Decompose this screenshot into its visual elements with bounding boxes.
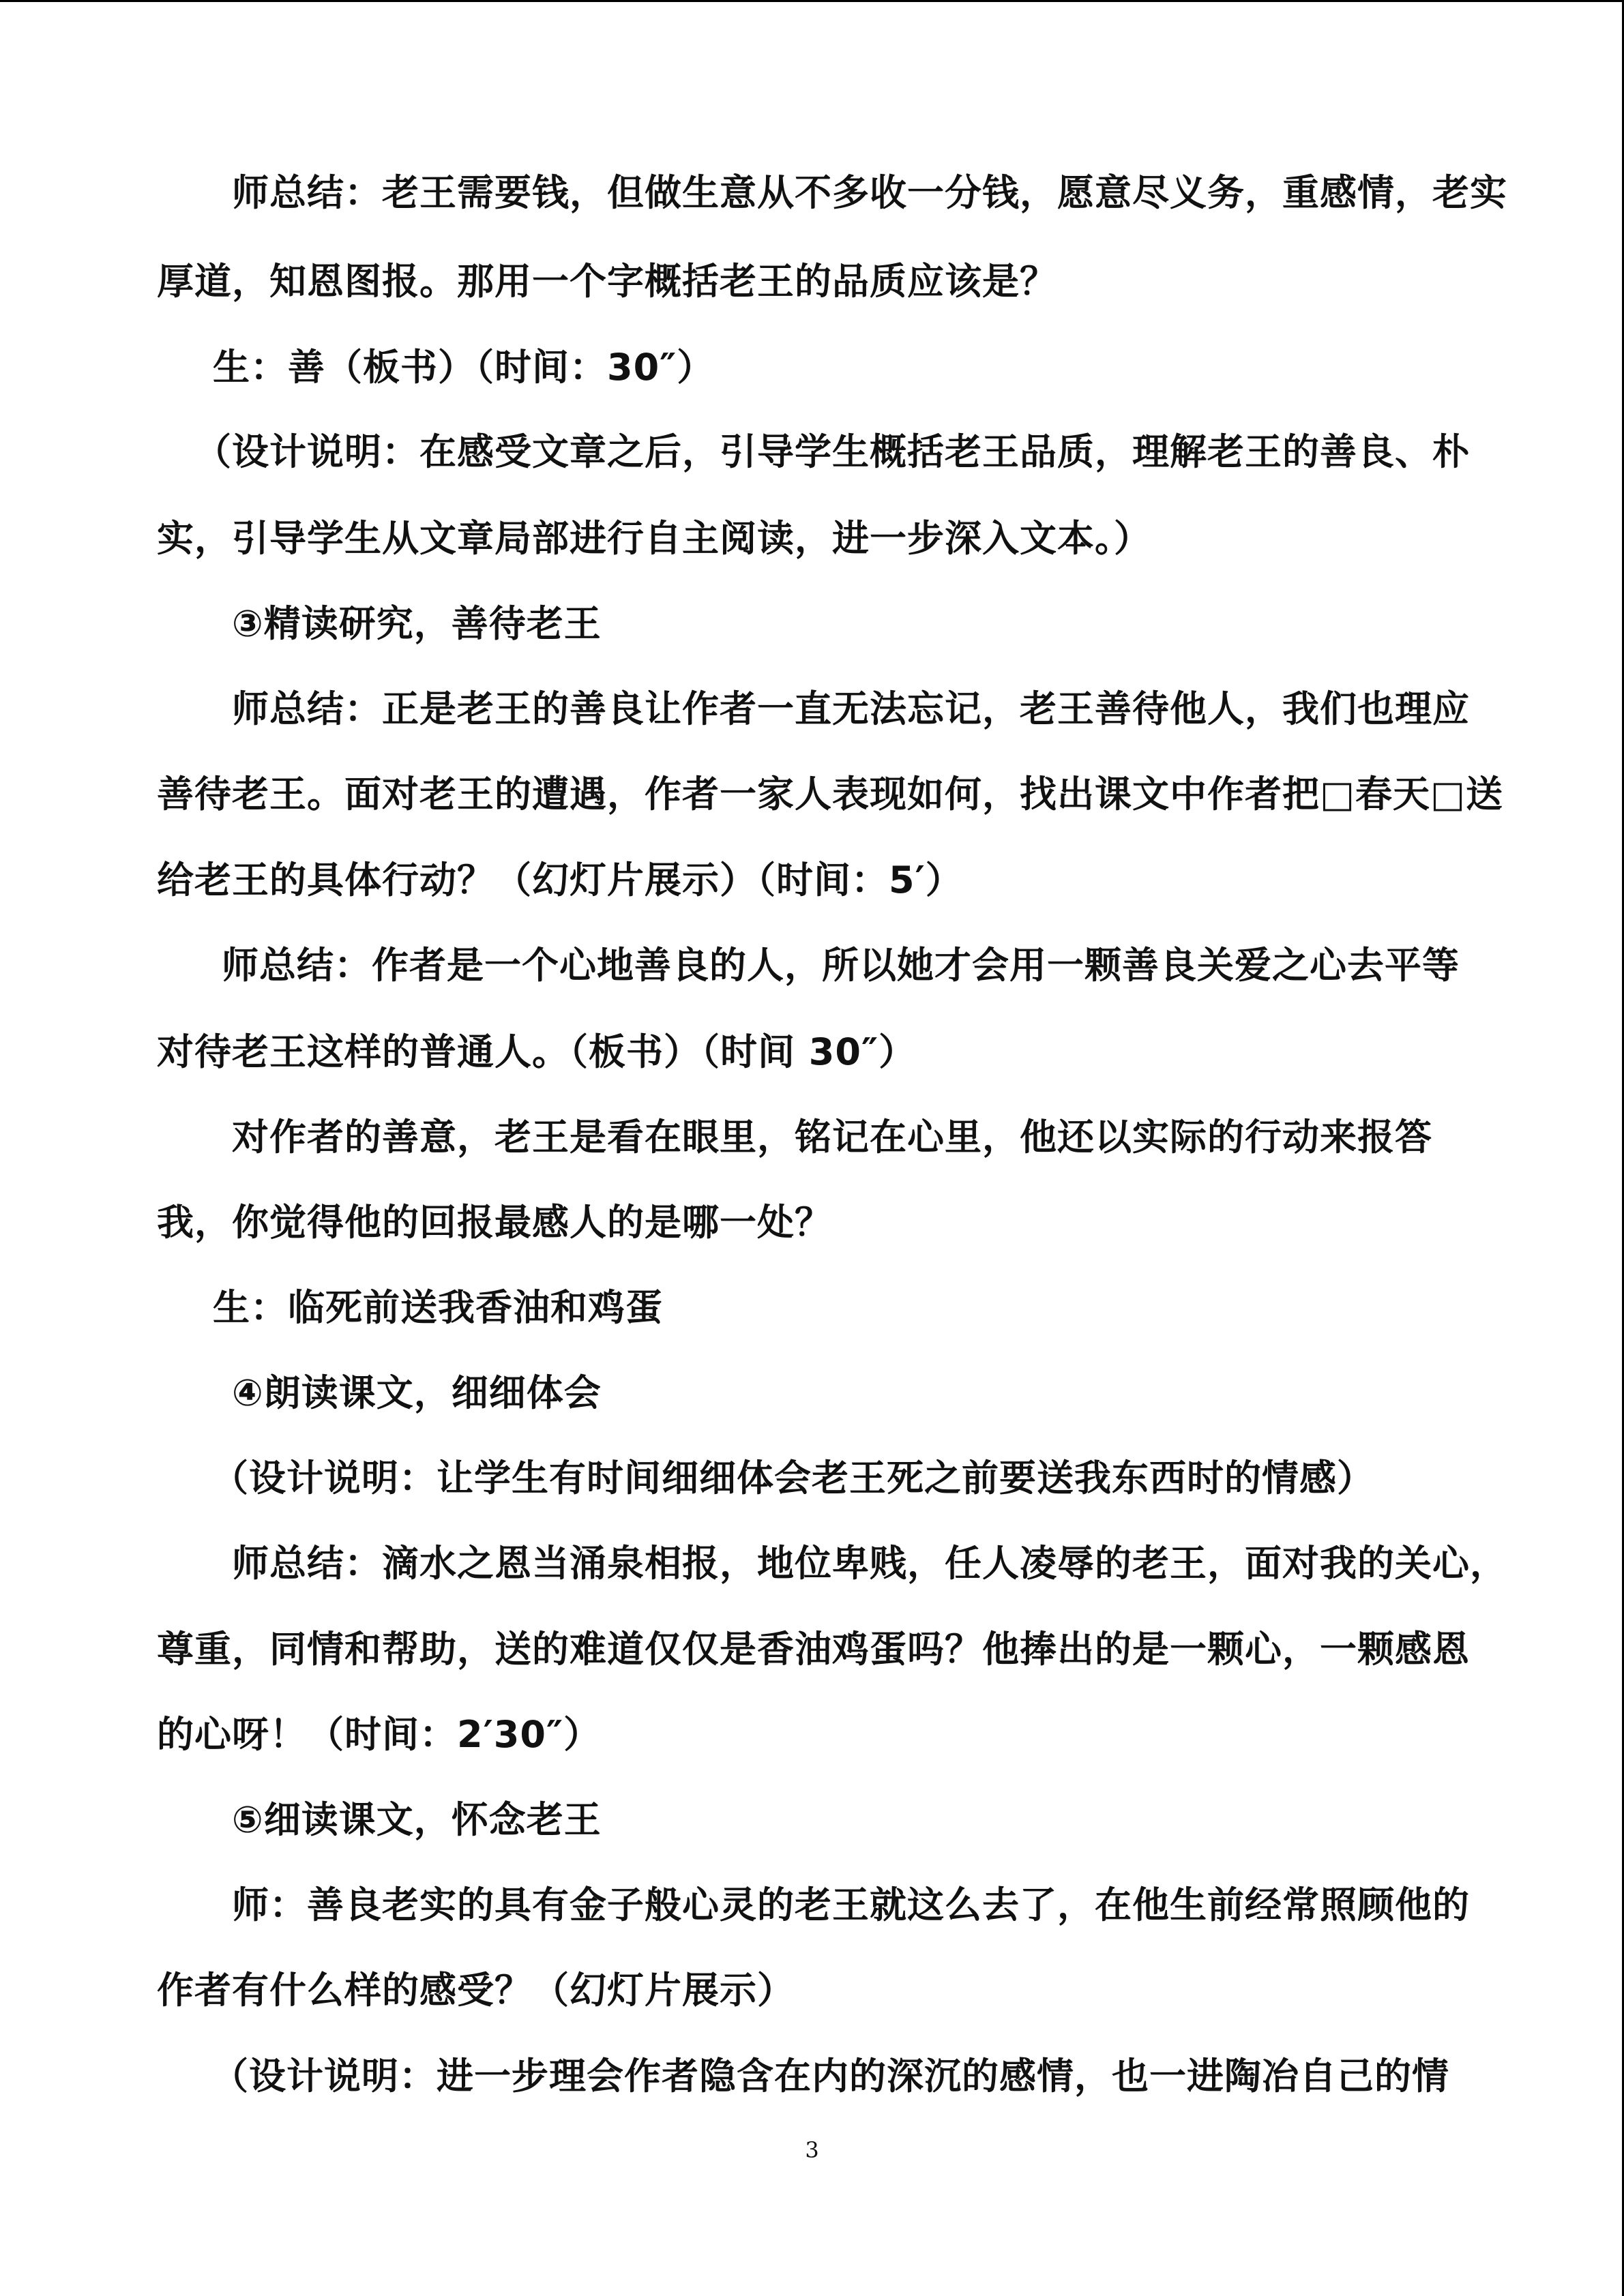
text-line: 对作者的善意，老王是看在眼里，铭记在心里，他还以实际的行动来报答 — [232, 1116, 1432, 1159]
text-line: 师总结：正是老王的善良让作者一直无法忘记，老王善待他人，我们也理应 — [232, 687, 1470, 730]
text-line: 给老王的具体行动？（幻灯片展示）（时间：5′） — [157, 859, 963, 901]
text-line: 师总结：滴水之恩当涌泉相报，地位卑贱，任人凌辱的老王，面对我的关心， — [232, 1542, 1507, 1585]
section-heading: ④朗读课文，细细体会 — [232, 1371, 602, 1414]
text-line: 尊重，同情和帮助，送的难道仅仅是香油鸡蛋吗？他捧出的是一颗心，一颗感恩 — [157, 1628, 1470, 1671]
text-line: 师总结：老王需要钱，但做生意从不多收一分钱，愿意尽义务，重感情，老实 — [232, 171, 1507, 214]
text-line: 师总结：作者是一个心地善良的人，所以她才会用一颗善良关爱之心去平等 — [222, 944, 1460, 987]
section-heading: ⑤细读课文，怀念老王 — [232, 1798, 602, 1841]
text-line: （设计说明：让学生有时间细细体会老王死之前要送我东西时的情感） — [211, 1457, 1374, 1500]
section-heading: ③精读研究，善待老王 — [232, 602, 602, 645]
text-line: 生：善（板书）（时间：30″） — [213, 346, 715, 389]
text-line: 的心呀！（时间：2′30″） — [157, 1713, 602, 1756]
text-line: 作者有什么样的感受？（幻灯片展示） — [157, 1969, 795, 2012]
text-line: 对待老王这样的普通人。（板书）（时间 30″） — [157, 1030, 917, 1073]
text-line: 厚道，知恩图报。那用一个字概括老王的品质应该是？ — [157, 260, 1057, 303]
text-line: （设计说明：进一步理会作者隐含在内的深沉的感情，也一进陶冶自己的情 — [211, 2055, 1449, 2098]
text-line: 我，你觉得他的回报最感人的是哪一处？ — [157, 1201, 832, 1244]
text-line: 生：临死前送我香油和鸡蛋 — [213, 1286, 663, 1329]
text-line: 善待老王。面对老王的遭遇，作者一家人表现如何，找出课文中作者把□春天□送 — [157, 773, 1504, 816]
page-number: 3 — [805, 2137, 819, 2163]
text-line: 师：善良老实的具有金子般心灵的老王就这么去了，在他生前经常照顾他的 — [232, 1883, 1470, 1926]
text-line: 实，引导学生从文章局部进行自主阅读，进一步深入文本。） — [157, 517, 1151, 560]
text-line: （设计说明：在感受文章之后，引导学生概括老王品质，理解老王的善良、朴 — [194, 430, 1470, 473]
